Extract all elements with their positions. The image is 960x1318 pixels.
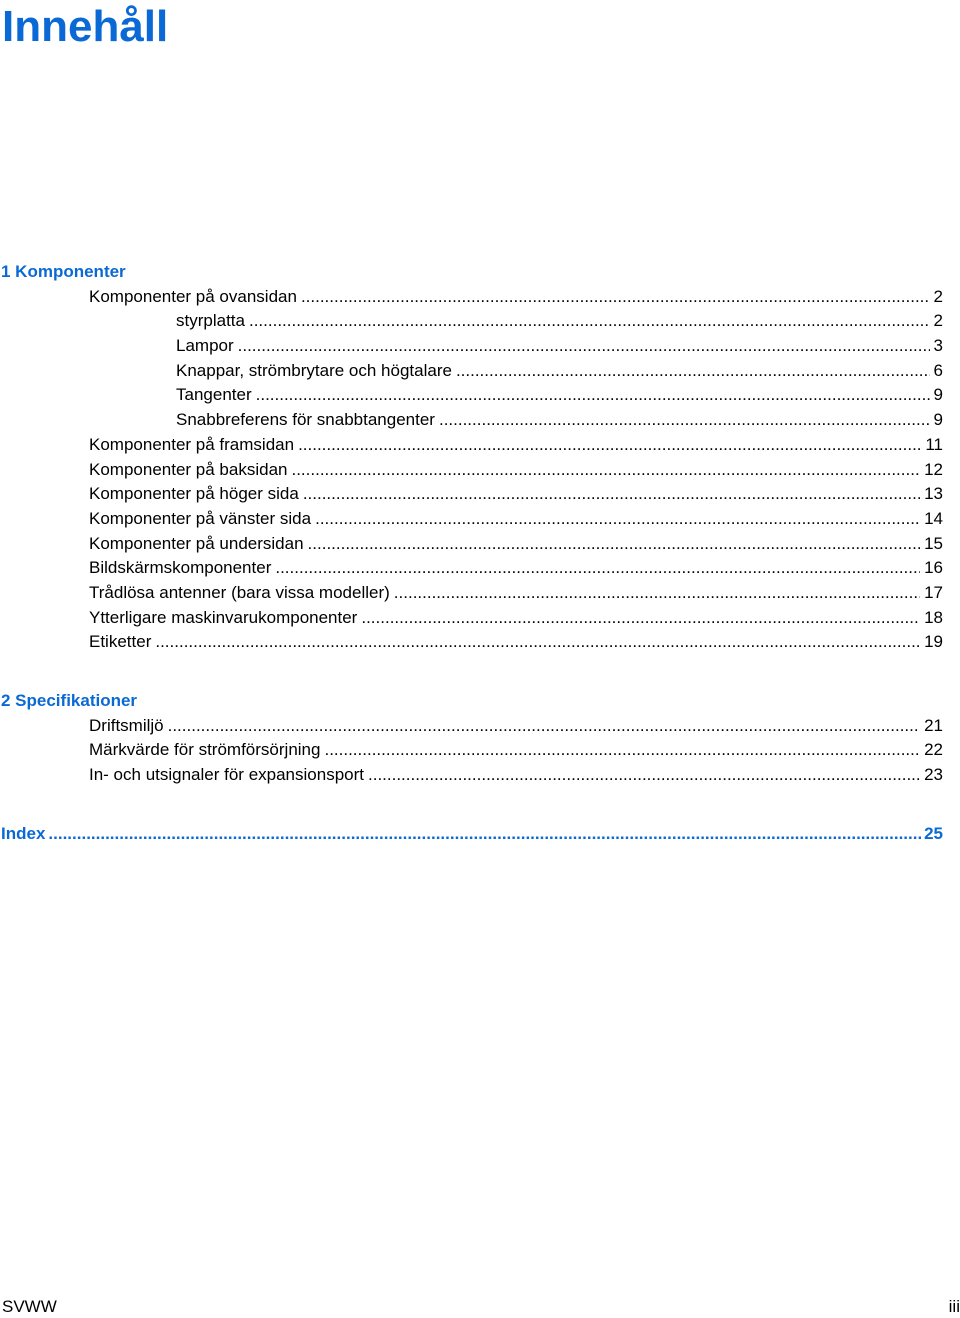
toc-entry-title: Ytterligare maskinvarukomponenter (89, 607, 358, 627)
toc-entry[interactable] (0, 359, 943, 384)
index-page: 25 (924, 823, 943, 843)
dot-leader (324, 738, 920, 763)
toc-entry-page: 9 (933, 385, 943, 405)
toc-entry-page: 11 (925, 434, 943, 454)
dot-leader (361, 606, 920, 631)
toc-entry-page: 17 (924, 582, 943, 602)
toc-entry[interactable] (0, 309, 943, 334)
chapter-heading[interactable]: 2 Specifikationer (1, 691, 138, 710)
dot-leader (168, 714, 920, 739)
dot-leader (291, 458, 920, 483)
toc-entry[interactable] (0, 532, 943, 557)
footer-doc-code: SVWW (2, 1297, 57, 1316)
toc-entry-title: Komponenter på vänster sida (89, 508, 312, 528)
toc-entry-page: 12 (924, 459, 943, 479)
toc-entry-title: Komponenter på höger sida (89, 484, 299, 504)
toc-entry[interactable] (0, 581, 943, 606)
toc-entry-title: Knappar, strömbrytare och högtalare (176, 360, 452, 380)
toc-entry-title: styrplatta (176, 311, 245, 331)
toc-entry-title: Komponenter på undersidan (89, 533, 304, 553)
toc-entry[interactable] (0, 433, 943, 458)
toc-entry[interactable] (0, 556, 943, 581)
toc-entry[interactable] (0, 383, 943, 408)
toc-entry-page: 22 (924, 740, 943, 760)
dot-leader (394, 581, 920, 606)
toc-entry-title: Driftsmiljö (89, 715, 164, 735)
dot-leader (439, 408, 930, 433)
dot-leader (303, 482, 920, 507)
index-title: Index (1, 823, 46, 843)
dot-leader (155, 630, 920, 655)
toc-entry-page: 19 (924, 632, 943, 652)
toc-entry-title: Komponenter på framsidan (89, 434, 295, 454)
table-of-contents (0, 260, 943, 846)
dot-leader (256, 383, 930, 408)
toc-entry[interactable] (0, 763, 943, 788)
dot-leader (301, 285, 930, 310)
dot-leader (315, 507, 920, 532)
dot-leader (48, 822, 921, 847)
toc-entry-page: 16 (924, 558, 943, 578)
dot-leader (456, 359, 930, 384)
toc-entry-page: 15 (924, 533, 943, 553)
toc-entry-page: 21 (924, 715, 943, 735)
toc-entry[interactable] (0, 285, 943, 310)
toc-entry-title: Trådlösa antenner (bara vissa modeller) (89, 582, 390, 602)
chapter-heading[interactable]: 1 Komponenter (1, 262, 126, 281)
toc-entry-title: Lampor (176, 336, 234, 356)
toc-entry-title: In- och utsignaler för expansionsport (89, 765, 364, 785)
toc-index-entry[interactable] (0, 822, 943, 847)
toc-entry-title: Tangenter (176, 385, 252, 405)
dot-leader (298, 433, 921, 458)
chapter-2 (0, 689, 943, 788)
footer-page-number: iii (948, 1297, 960, 1316)
dot-leader (308, 532, 921, 557)
toc-entry-page: 18 (924, 607, 943, 627)
toc-entry[interactable] (0, 408, 943, 433)
toc-entry-page: 23 (924, 765, 943, 785)
toc-entry-title: Märkvärde för strömförsörjning (89, 740, 321, 760)
toc-entry[interactable] (0, 714, 943, 739)
toc-entry[interactable] (0, 507, 943, 532)
toc-entry-title: Snabbreferens för snabbtangenter (176, 410, 435, 430)
toc-entry[interactable] (0, 458, 943, 483)
page-title: Innehåll (2, 2, 169, 51)
toc-entry[interactable] (0, 482, 943, 507)
toc-entry-page: 3 (933, 336, 943, 356)
toc-entry[interactable] (0, 738, 943, 763)
dot-leader (238, 334, 930, 359)
toc-entry[interactable] (0, 606, 943, 631)
dot-leader (275, 556, 920, 581)
toc-entry-title: Bildskärmskomponenter (89, 558, 272, 578)
toc-entry-title: Etiketter (89, 632, 152, 652)
toc-entry-page: 9 (933, 410, 943, 430)
toc-entry-page: 13 (924, 484, 943, 504)
toc-entry-page: 2 (933, 286, 943, 306)
toc-entry-title: Komponenter på baksidan (89, 459, 288, 479)
toc-entry-title: Komponenter på ovansidan (89, 286, 297, 306)
chapter-1 (0, 260, 943, 655)
toc-entry-page: 6 (933, 360, 943, 380)
toc-entry[interactable] (0, 630, 943, 655)
toc-entry-page: 2 (933, 311, 943, 331)
toc-entry-page: 14 (924, 508, 943, 528)
dot-leader (368, 763, 920, 788)
dot-leader (249, 309, 930, 334)
toc-entry[interactable] (0, 334, 943, 359)
